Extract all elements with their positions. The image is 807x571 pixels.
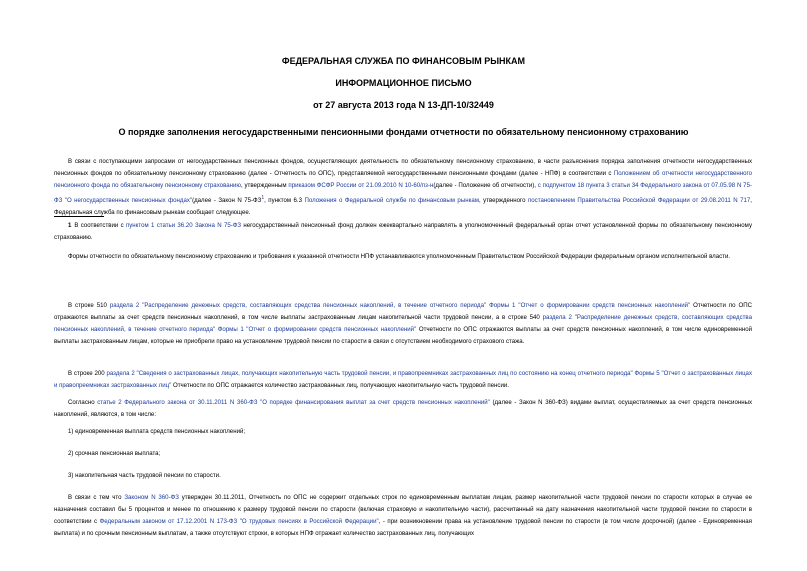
law-360-text-1: Согласно xyxy=(68,399,98,406)
link-form5-section2[interactable]: раздела 2 "Сведения о застрахованных лицах, получающих накопительную часть трудовой пенсии, и правопреемниках застрахованных лиц по состоянию на конец отчетного периода" Формы 5 "Отчет о застрахованных лицах и правопреемниках застрахованных лиц" xyxy=(54,370,752,390)
link-75fz-article34[interactable]: с подпунктом 18 пункта 3 статьи 34 Федерального закона от 07.05.98 N 75-ФЗ "О негосударственных пенсионных фондах" xyxy=(54,182,752,205)
link-360fz-article2[interactable]: статье 2 Федерального закона от 30.11.2011 N 360-ФЗ "О порядке финансирования выплат за счет средств пенсионных накоплений" xyxy=(97,399,490,406)
line-510-text-2: Отчетности по ОПС отражаются выплаты за счет средств пенсионных накоплений, в том числе выплаты застрахованным лицам накопительной части трудовой пенсии, а в строке 540 xyxy=(54,302,752,322)
intro-paragraph xyxy=(54,156,752,220)
intro-text-3: (далее - Положение об отчетности), xyxy=(433,182,538,190)
footnote-divider xyxy=(54,216,104,217)
line-200-text-1: В строке 200 xyxy=(68,370,107,377)
footnote xyxy=(54,220,752,244)
link-fsfr-regulation[interactable]: Положения о Федеральной службе по финансовым рынкам xyxy=(304,197,479,205)
intro-text-1: В связи с поступающими запросами от негосударственных пенсионных фондов, осуществляющих деятельность по обязательному пенсионному страхованию, в части разъяснения порядка заполнения отчетности негосударственных пенсионных фондов по обязательному пенсионному страхованию (далее - Отчетность по ОПС), представляемой негосударственными пенсионными фондами (далее - НПФ) в соответствии с xyxy=(54,158,752,178)
link-173fz[interactable]: Федеральным законом от 17.12.2001 N 173-ФЗ "О трудовых пенсиях в Российской Федерации" xyxy=(99,518,379,526)
org-name: ФЕДЕРАЛЬНАЯ СЛУЖБА ПО ФИНАНСОВЫМ РЫНКАМ xyxy=(281,56,526,66)
link-360fz[interactable]: Законом N 360-ФЗ xyxy=(124,494,179,501)
footnote-text-2: негосударственный пенсионный фонд должен ежеквартально направлять в уполномоченный федеральный орган отчет установленной формы по обязательному пенсионному страхованию. xyxy=(54,222,752,242)
last-paragraph xyxy=(54,492,752,540)
list-item: 3) накопительная часть трудовой пенсии по старости. xyxy=(68,472,221,479)
last-text-2: утвержден 30.11.2011, Отчетность по ОПС не содержит отдельных строк по единовременным выплатам лицам, размер накопительной части трудовой пенсии по старости которых в случае ее назначения составил бы 5 процентов и менее по отношению к размеру трудовой пенсии по старости (включая страховую и накопительную части), рассчитанный на дату назначения накопительной части трудовой пенсии по старости в соответствии с xyxy=(54,494,752,526)
footnote-reference[interactable]: 1 xyxy=(261,195,265,202)
footnote-mark: 1 xyxy=(68,222,72,229)
intro-text-2: , утвержденным xyxy=(240,182,289,190)
link-government-decree[interactable]: постановлением Правительства Российской Федерации от 29.08.2011 N 717 xyxy=(527,197,751,205)
link-form1-section2-b[interactable]: раздела 2 "Распределение денежных средств, составляющих средства пенсионных накоплений, в течение отчетного периода" Формы 1 "Отчет о формировании средств пенсионных накоплений" xyxy=(54,314,752,334)
forms-paragraph: Формы отчетности по обязательному пенсионному страхованию и требования к указанной отчетности НПФ устанавливаются уполномоченным Правительством Российской Федерации федеральным органом исполнительной власти. xyxy=(68,253,731,260)
line-200-text-2: Отчетности по ОПС отражается количество застрахованных лиц, получающих накопительную часть трудовой пенсии. xyxy=(171,382,509,390)
law-360-paragraph xyxy=(54,397,752,421)
intro-text-6: , утвержденного xyxy=(478,197,528,205)
link-fsfr-order[interactable]: приказом ФСФР России от 21.09.2010 N 10-60/пз-н xyxy=(288,182,434,190)
last-text-3: , - при возникновении права на установление трудовой пенсии по старости (в том числе досрочной) (далее - Единовременная выплата) и по срочным пенсионным выплатам, а также отсутствуют строки, в которых НПФ отражает количество застрахованных лиц, получающих xyxy=(54,518,752,538)
list-item: 2) срочная пенсионная выплата; xyxy=(68,450,161,457)
line-510-paragraph xyxy=(54,300,752,348)
line-510-text-1: В строке 510 xyxy=(68,302,110,309)
last-text-1: В связи с тем что xyxy=(68,494,125,501)
intro-text-5: , пунктом 6.3 xyxy=(264,197,305,205)
link-75fz-article36-20[interactable]: пунктом 1 статьи 36.20 Закона N 75-ФЗ xyxy=(125,222,242,229)
link-otchetnost-regulation[interactable]: Положением об отчетности негосударственного пенсионного фонда по обязательному пенсионному страхованию xyxy=(54,170,752,190)
link-form1-section2-a[interactable]: раздела 2 "Распределение денежных средств, составляющих средства пенсионных накоплений, в течение отчетного периода" Формы 1 "Отчет о формировании средств пенсионных накоплений" xyxy=(109,302,691,309)
document-date-number: от 27 августа 2013 года N 13-ДП-10/32449 xyxy=(313,100,494,110)
list-item: 1) единовременная выплата средств пенсионных накоплений; xyxy=(68,428,246,435)
document-title: О порядке заполнения негосударственными пенсионными фондами отчетности по обязательному пенсионному страхованию xyxy=(118,127,689,137)
law-360-text-2: (далее - Закон N 360-ФЗ) видами выплат, осуществляемых за счет средств пенсионных накоплений, являются, в том числе: xyxy=(54,399,752,419)
line-510-text-3: Отчетности по ОПС отражаются выплаты за счет средств пенсионных накоплений, в том числе единовременной выплаты застрахованным лицам, которые не приобрели право на установление трудовой пенсии по старости в связи с отсутствием необходимого страхового стажа. xyxy=(54,326,752,346)
document-type: ИНФОРМАЦИОННОЕ ПИСЬМО xyxy=(335,78,472,88)
line-200-paragraph xyxy=(54,368,752,392)
footnote-text-1: В соответствии с xyxy=(74,222,126,229)
intro-text-7: , Федеральная служба по финансовым рынкам сообщает следующее. xyxy=(54,197,752,217)
intro-text-4: (далее - Закон N 75-ФЗ xyxy=(192,197,262,205)
